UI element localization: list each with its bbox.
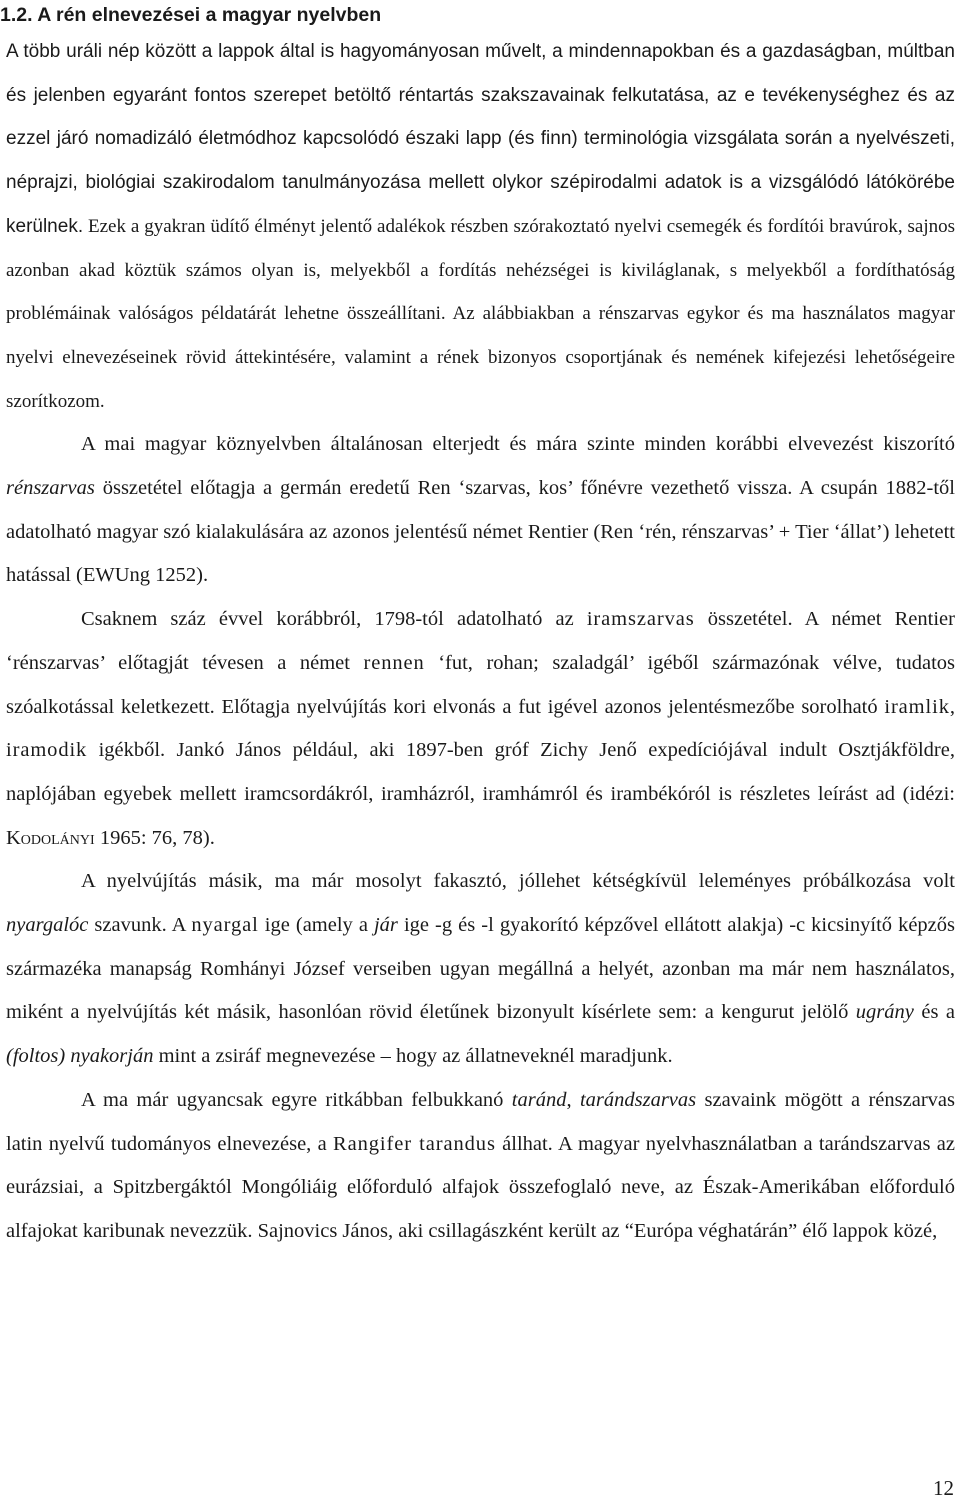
paragraph-intro-part-2: Ezek a gyakran üdítő élményt jelentő adalékok részben szórakoztató nyelvi csemegék és fordítói bravúrok, sajnos azonban akad köztük számos olyan is, melyekből a fordítás nehézségei is kiviláglanak, s melyekből a fordíthatóság problémáinak valóságos példatárát lehetne összeállítani. Az alábbiakban a rénszarvas egykor és ma használatos magyar nyelvi elnevezéseinek rövid áttekintésére, valamint a rének bizonyos csoportjának és nemének kifejezési lehetőségeire szorítkozom. xyxy=(6,215,955,412)
text: A mai magyar köznyelvben általánosan elterjedt és mára szinte minden korábbi elvevezést kiszorító xyxy=(81,433,955,456)
text: ige -g és -l gyakorító képzővel ellátott alakja) -c kicsinyítő képzős származéka manapság Romhányi József verseiben ugyan megállná a helyét, azonban ma már nem használatos, miként a nyelvújítás két másik, hasonlóan rövid életűnek bizonyult kísérlete sem: a kengurut jelölő xyxy=(6,914,956,1024)
paragraph-intro-part-1: A több uráli nép között a lappok által is hagyományosan művelt, a mindennapokban és a gazdaságban, múltban és jelenben egyaránt fontos szerepet betöltő réntartás szakszavainak felkutatása, az e tevékenységhez és az ezzel járó nomadizáló életmódhoz kapcsolódó északi lapp (és finn) terminológia vizsgálata során a nyelvészeti, néprajzi, biológiai szakirodalom tanulmányozása mellett olykor szépirodalmi adatok is a vizsgálódó látókörébe kerülnek. xyxy=(6,41,955,237)
term-tarand: taránd xyxy=(511,1088,567,1111)
text: Csaknem száz évvel korábbról, 1798-tól adatolható az xyxy=(81,608,587,631)
text: mint a zsiráf megnevezése – hogy az állatneveknél maradjunk. xyxy=(153,1045,673,1068)
word-iramlik: iramlik xyxy=(884,695,950,718)
section-heading: 1.2. A rén elnevezései a magyar nyelvben xyxy=(0,4,382,26)
term-jar: jár xyxy=(373,914,398,937)
text: összetétel előtagja a germán eredetű Ren ‘szarvas, kos’ főnévre vezethető vissza. A csupán 1882-től adatolható magyar szó kialakulására az azonos jelentésű német Rentier (Ren ‘rén, rénszarvas’ + Tier ‘állat’) lehetett hatással (EWUng 1252). xyxy=(6,477,955,587)
text: szavaink mögött a rénszarvas latin nyelvű tudományos elnevezése, a xyxy=(6,1088,955,1155)
paragraph-renszarvas xyxy=(6,423,955,598)
word-nyargal: nyargal xyxy=(191,914,259,937)
term-nyargaloc: nyargalóc xyxy=(6,914,89,937)
text: , xyxy=(949,695,955,718)
text: 1965: 76, 78). xyxy=(94,826,215,849)
term-ugrany: ugrány xyxy=(855,1001,914,1024)
word-rangifer-tarandus: Rangifer tarandus xyxy=(333,1132,496,1155)
paragraph-intro xyxy=(6,30,955,423)
author-kodolanyi: Kodolányi xyxy=(6,826,95,849)
paragraph-nyargaloc xyxy=(6,860,955,1079)
page-number: 12 xyxy=(933,1476,954,1500)
term-nyakorjan: (foltos) nyakorján xyxy=(6,1045,154,1068)
text: A ma már ugyancsak egyre ritkábban felbukkanó xyxy=(81,1088,512,1111)
term-renszarvas: rénszarvas xyxy=(6,477,95,500)
text: A nyelvújítás másik, ma már mosolyt fakasztó, jóllehet kétségkívül leleményes próbálkozása volt xyxy=(81,870,955,893)
word-iramodik: iramodik xyxy=(6,739,88,762)
word-rennen: rennen xyxy=(363,651,425,674)
paragraph-iramszarvas xyxy=(6,598,955,860)
paragraph-tarand xyxy=(6,1079,955,1254)
term-tarandszarvas: tarándszarvas xyxy=(579,1088,697,1111)
text: igékből. Jankó János például, aki 1897-ben gróf Zichy Jenő expedíciójával indult Osztjákföldre, naplójában egyebek mellett iramcsordákról, iramházról, iramhámról és irambékóról is részletes leírást ad (idézi: xyxy=(6,739,955,805)
word-iramszarvas: iramszarvas xyxy=(586,608,695,631)
text: ige (amely a xyxy=(258,914,374,937)
text: állhat. A magyar nyelvhasználatban a tarándszarvas az eurázsiai, a Spitzbergáktól Mongóliáig előforduló alfajok összefoglaló neve, az Észak-Amerikában előforduló alfajokat karibunak nevezzük. Sajnovics János, aki csillagászként került az “Európa véghatárán” élő lappok közé, xyxy=(6,1132,955,1242)
text: és a xyxy=(913,1001,955,1024)
text: , xyxy=(566,1088,580,1111)
text: összetétel. A német Rentier ‘rénszarvas’ előtagját tévesen a német xyxy=(6,608,955,674)
text: ‘fut, rohan; szaladgál’ igéből származónak vélve, tudatos szóalkotással keletkezett. Előtagja nyelvújítás kori elvonás a fut igével azonos jelentésmezőbe sorolható xyxy=(6,651,955,718)
text: szavunk. A xyxy=(88,914,192,937)
